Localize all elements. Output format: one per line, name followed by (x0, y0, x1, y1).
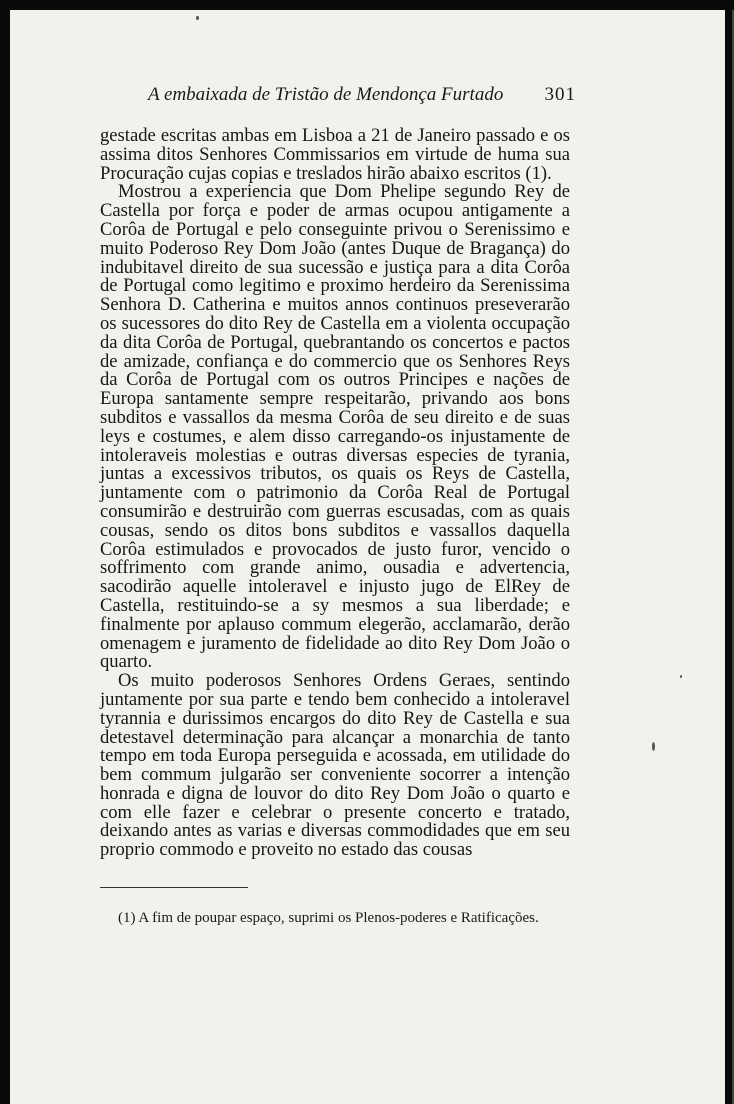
footnote-rule (100, 887, 248, 888)
paragraph-continued: gestade escritas ambas em Lisboa a 21 de Janeiro passado e os assima ditos Senhores Commissarios em virtude de huma sua Procuração cujas copias e treslados hirão abaixo escritos (1). (100, 125, 570, 184)
page-number: 301 (544, 84, 576, 105)
footnote: (1) A fim de poupar espaço, suprimi os Plenos-poderes e Ratificações. (118, 910, 539, 926)
scan-speck (196, 16, 199, 20)
paragraph: Os muito poderosos Senhores Ordens Geraes, sentindo juntamente por sua parte e tendo bem conhecido a intoleravel tyrannia e durissimos encargos do dito Rey de Castella e sua detestavel determinação para alcançar a monarchia de tanto tempo em toda Europa perseguida e acossada, em utilidade do bem commum julgarão ser conveniente socorrer a intenção honrada e digna de louvor do dito Rey Dom João o quarto e com elle fazer e celebrar o presente concerto e tratado, deixando antes as varias e diversas commodidades que em seu proprio commodo e proveito no estado das cousas (100, 670, 570, 861)
running-title: A embaixada de Tristão de Mendonça Furtado (148, 84, 504, 105)
page-header (148, 84, 576, 106)
scan-speck (680, 675, 682, 678)
body-text (100, 127, 570, 860)
paragraph: Mostrou a experiencia que Dom Phelipe segundo Rey de Castella por força e poder de armas ocupou antigamente a Corôa de Portugal e pelo conseguinte privou o Serenissimo e muito Poderoso Rey Dom João (antes Duque de Bragança) do indubitavel direito de sua sucessão e justiça para a dita Corôa de Portugal como legitimo e proximo herdeiro da Serenissima Senhora D. Catherina e muitos annos continuos preseverarão os sucessores do dito Rey de Castella em a violenta occupação da dita Corôa de Portugal, quebrantando os concertos e pactos de amizade, confiança e do commercio que os Senhores Reys da Corôa de Portugal com os outros Principes e nações de Europa santamente sempre respeitarão, privando aos bons subditos e vassallos da mesma Corôa de seu direito e de suas leys e costumes, e alem disso carregando-os injustamente de intoleraveis molestias e outras diversas especies de tyrania, juntas a excessivos tributos, os quais os Reys de Castella, juntamente com o patrimonio da Corôa Real de Portugal consumirão e destruirão com guerras escusadas, com as quais cousas, sendo os ditos bons subditos e vassallos daquella Corôa estimulados e provocados de justo furor, vencido o soffrimento com grande animo, ousadia e advertencia, sacodirão aquelle intoleravel e injusto jugo de ElRey de Castella, restituindo-se a sy mesmos a sua liberdade; e finalmente por aplauso commum elegerão, acclamarão, derão omenagem e juramento de fidelidade ao dito Rey Dom João o quarto. (100, 181, 570, 673)
scan-speck (652, 742, 655, 751)
